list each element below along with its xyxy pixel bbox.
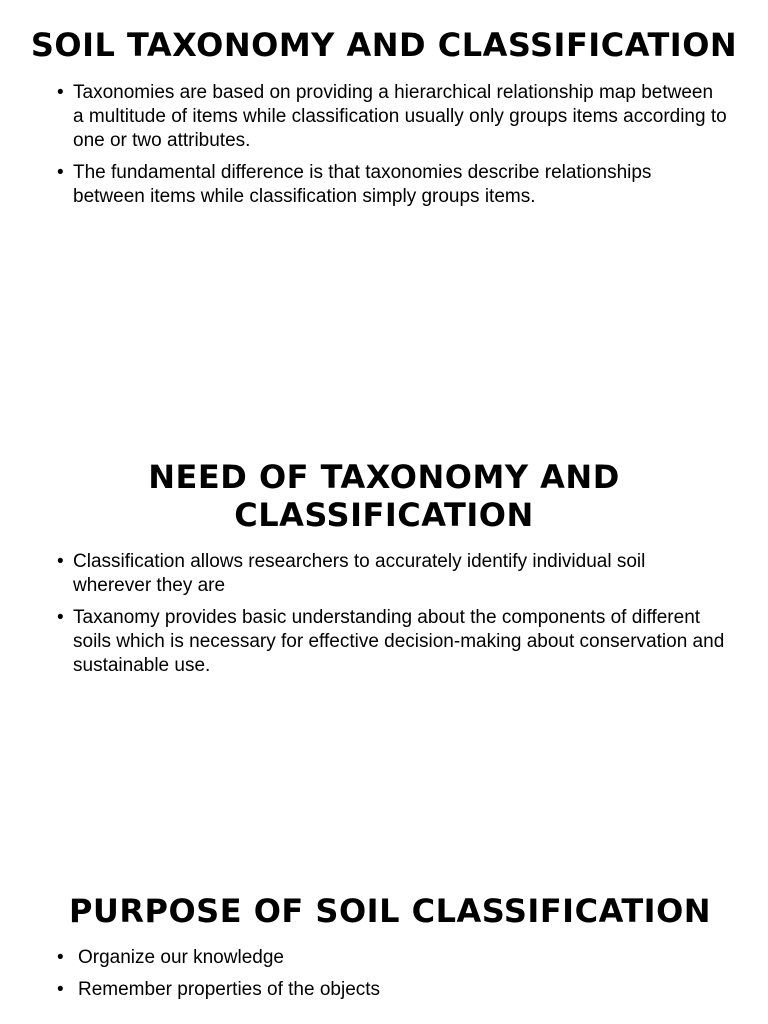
bullet-item	[0, 550, 768, 598]
bullet-text: Taxanomy provides basic understanding about the components of different soils which is necessary for effective decision-making about conservation and sustainable use.	[73, 607, 725, 676]
bullet-item	[0, 946, 768, 970]
bullet-list	[0, 550, 768, 678]
bullet-item	[0, 978, 768, 1002]
bullet-text: The fundamental difference is that taxonomies describe relationships between items while classification simply groups items.	[73, 162, 652, 207]
bullet-mark: •	[57, 551, 64, 572]
bullet-text: Taxonomies are based on providing a hierarchical relationship map between a multitude of items while classification usually only groups items according to one or two attributes.	[73, 82, 727, 151]
bullet-mark: •	[57, 607, 64, 628]
bullet-mark: •	[57, 82, 64, 103]
bullet-text: Classification allows researchers to accurately identify individual soil wherever they are	[73, 551, 646, 596]
bullet-list	[0, 946, 768, 1002]
slide-purpose-of-classification	[0, 892, 768, 1010]
bullet-text: Organize our knowledge	[78, 947, 284, 968]
slide-need-of-taxonomy	[0, 458, 768, 686]
bullet-mark: •	[57, 947, 64, 968]
bullet-item	[0, 81, 768, 153]
bullet-item	[0, 161, 768, 209]
slide-title: PURPOSE OF SOIL CLASSIFICATION	[68, 892, 712, 930]
slide-title: SOIL TAXONOMY AND CLASSIFICATION	[30, 26, 738, 64]
slide-soil-taxonomy	[0, 26, 768, 217]
bullet-item	[0, 606, 768, 678]
bullet-list	[0, 81, 768, 209]
bullet-mark: •	[57, 162, 64, 183]
bullet-mark: •	[57, 979, 64, 1000]
bullet-text: Remember properties of the objects	[78, 979, 381, 1000]
slide-title: NEED OF TAXONOMY AND CLASSIFICATION	[148, 458, 620, 534]
